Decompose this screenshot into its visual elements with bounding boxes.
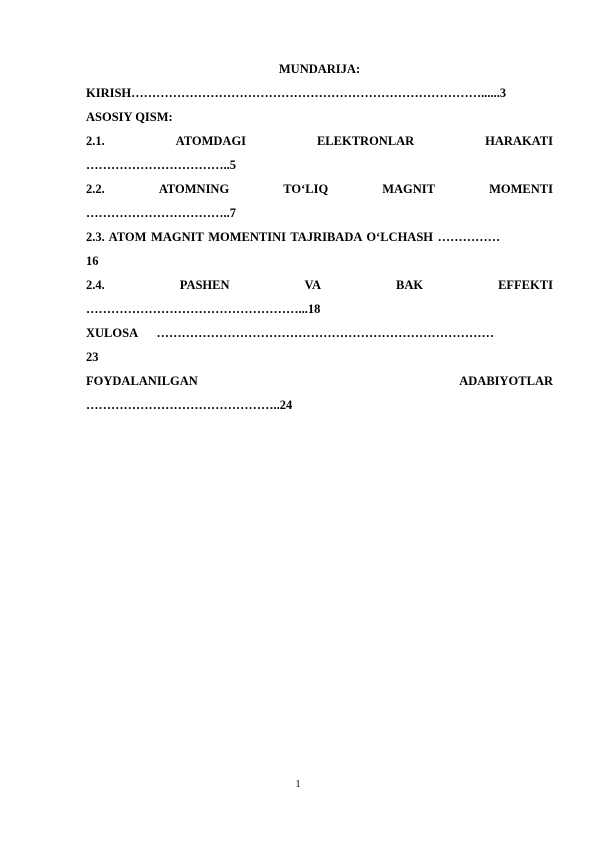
page-number: 1 bbox=[295, 779, 301, 790]
toc-word: 2.4. bbox=[86, 278, 105, 292]
toc-word: MAGNIT bbox=[382, 182, 436, 196]
toc-entry-xulosa-page: 23 bbox=[86, 350, 99, 364]
toc-heading-asosiy: ASOSIY QISM: bbox=[86, 110, 173, 124]
toc-entry-2-4-page: ……………………………………………...18 bbox=[86, 302, 321, 316]
toc-word: HARAKATI bbox=[485, 134, 553, 148]
toc-word: ELEKTRONLAR bbox=[316, 134, 415, 148]
toc-entry-2-3-page: 16 bbox=[86, 254, 99, 268]
toc-title: MUNDARIJA: bbox=[278, 62, 361, 76]
toc-entry-xulosa: XULOSA ……………………………………………………………………… bbox=[86, 326, 495, 340]
toc-word: BAK bbox=[395, 278, 424, 292]
toc-entry-2-2 bbox=[86, 177, 553, 201]
toc-word: TO‘LIQ bbox=[283, 182, 329, 196]
toc-entry-2-1-page: ……………………………..5 bbox=[86, 158, 236, 172]
toc-word: ATOMDAGI bbox=[175, 134, 247, 148]
toc-word: FOYDALANILGAN bbox=[86, 374, 198, 388]
toc-word: PASHEN bbox=[179, 278, 230, 292]
toc-word: ATOMNING bbox=[158, 182, 230, 196]
toc-entry-2-2-page: ……………………………..7 bbox=[86, 206, 236, 220]
toc-word: VA bbox=[304, 278, 321, 292]
toc-word: EFFEKTI bbox=[498, 278, 553, 292]
toc-word: 2.2. bbox=[86, 182, 105, 196]
toc-word: ADABIYOTLAR bbox=[459, 374, 553, 388]
toc-entry-2-1 bbox=[86, 129, 553, 153]
toc-entry-kirish: KIRISH…………………………………………………………………………......3 bbox=[86, 86, 507, 100]
toc-entry-2-4 bbox=[86, 273, 553, 297]
toc-entry-2-3: 2.3. ATOM MAGNIT MOMENTINI TAJRIBADA O‘LCHASH …………… bbox=[86, 230, 501, 244]
toc-entry-foydalanilgan-page: ………………………………………..24 bbox=[86, 398, 293, 412]
toc-word: MOMENTI bbox=[489, 182, 553, 196]
table-of-contents bbox=[86, 58, 553, 417]
toc-word: 2.1. bbox=[86, 134, 105, 148]
toc-entry-foydalanilgan bbox=[86, 369, 553, 393]
